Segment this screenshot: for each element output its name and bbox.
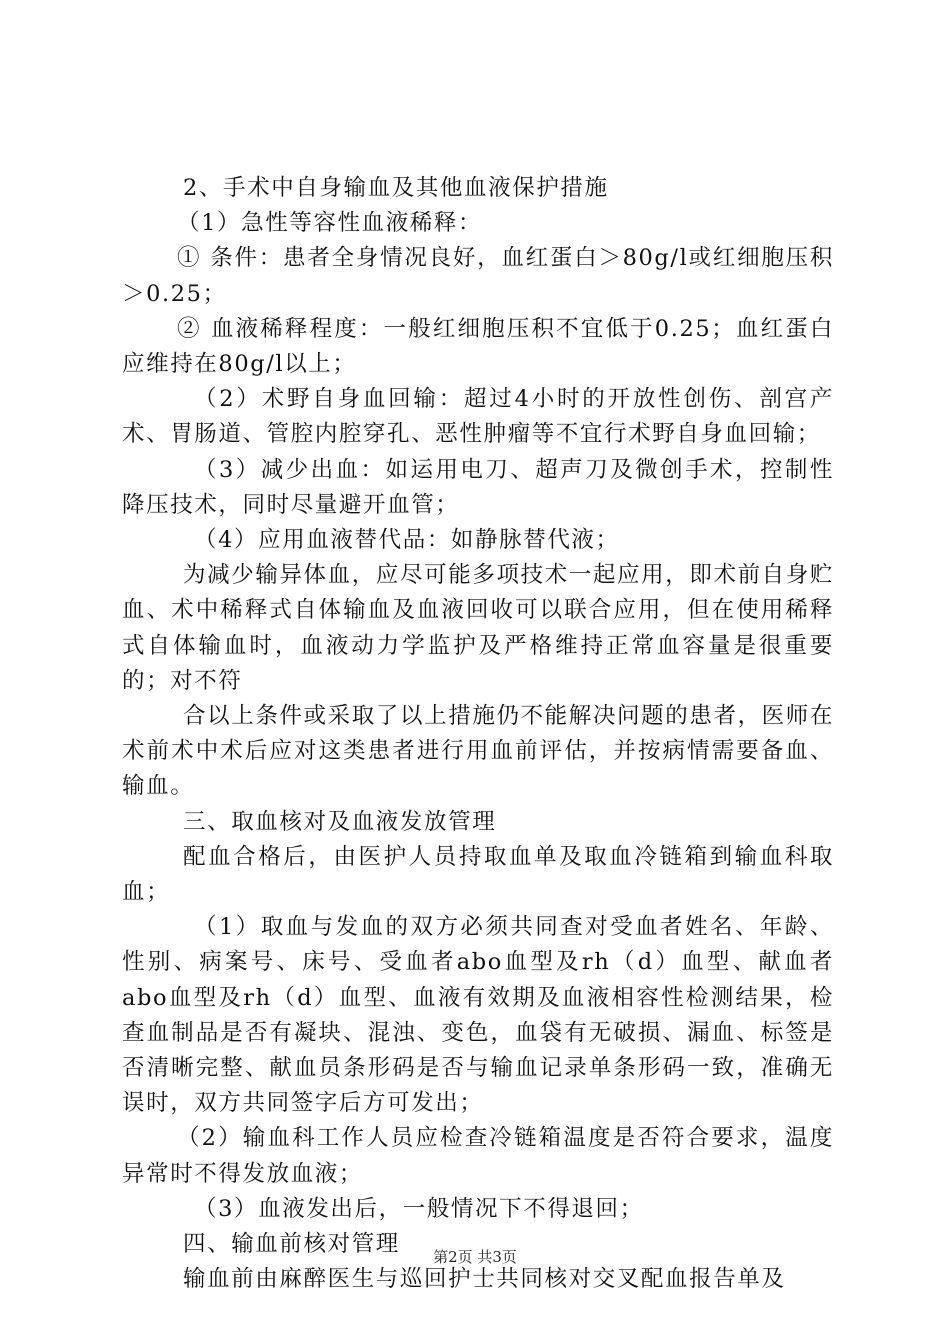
paragraph: 配血合格后，由医护人员持取血单及取血冷链箱到输血科取血； — [122, 843, 834, 906]
sub-heading: （1）急性等容性血液稀释： — [177, 210, 483, 237]
document-body — [122, 171, 834, 1298]
paragraph: （2）术野自身血回输：超过4小时的开放性创伤、剖宫产术、胃肠道、管腔内腔穿孔、恶性肿瘤等不宜行术野自身血回输； — [122, 386, 834, 448]
paragraph: （1）取血与发血的双方必须共同查对受血者姓名、年龄、性别、病案号、床号、受血者abo血型及rh（d）血型、献血者abo血型及rh（d）血型、血液有效期及血液相容性检测结果，检查血制品是否有凝块、混浊、变色，血袋有无破损、漏血、标签是否清晰完整、献血员条形码是否与输血记录单条形码一致，准确无误时，双方共同签字后方可发出； — [122, 914, 834, 1117]
paragraph: 为减少输异体血，应尽可能多项技术一起应用，即术前自身贮血、术中稀释式自体输血及血液回收可以联合应用，但在使用稀释式自体输血时，血液动力学监护及严格维持正常血容量是很重要的；对不符 — [122, 562, 834, 694]
paragraph: （3）减少出血：如运用电刀、超声刀及微创手术，控制性降压技术，同时尽量避开血管； — [122, 456, 834, 518]
paragraph: （3）血液发出后，一般情况下不得退回； — [194, 1195, 644, 1222]
section-heading: 四、输血前核对管理 — [183, 1231, 400, 1258]
page-number-footer: 第2页 共3页 — [433, 1248, 517, 1266]
paragraph: 合以上条件或采取了以上措施仍不能解决问题的患者，医师在术前术中术后应对这类患者进行用血前评估，并按病情需要备血、输血。 — [122, 703, 834, 800]
section-heading: 2、手术中自身输血及其他血液保护措施 — [183, 175, 609, 201]
paragraph: 输血前由麻醉医生与巡回护士共同核对交叉配血报告单及 — [183, 1266, 786, 1293]
paragraph: （2）输血科工作人员应检查冷链箱温度是否符合要求，温度异常时不得发放血液； — [122, 1125, 834, 1187]
paragraph: ② 血液稀释程度：一般红细胞压积不宜低于0.25；血红蛋白应维持在80g/l以上； — [122, 315, 834, 378]
paragraph: ① 条件：患者全身情况良好，血红蛋白＞80g/l或红细胞压积＞0.25； — [122, 245, 834, 307]
section-heading: 三、取血核对及血液发放管理 — [183, 808, 497, 835]
paragraph: （4）应用血液替代品：如静脉替代液； — [194, 527, 620, 554]
